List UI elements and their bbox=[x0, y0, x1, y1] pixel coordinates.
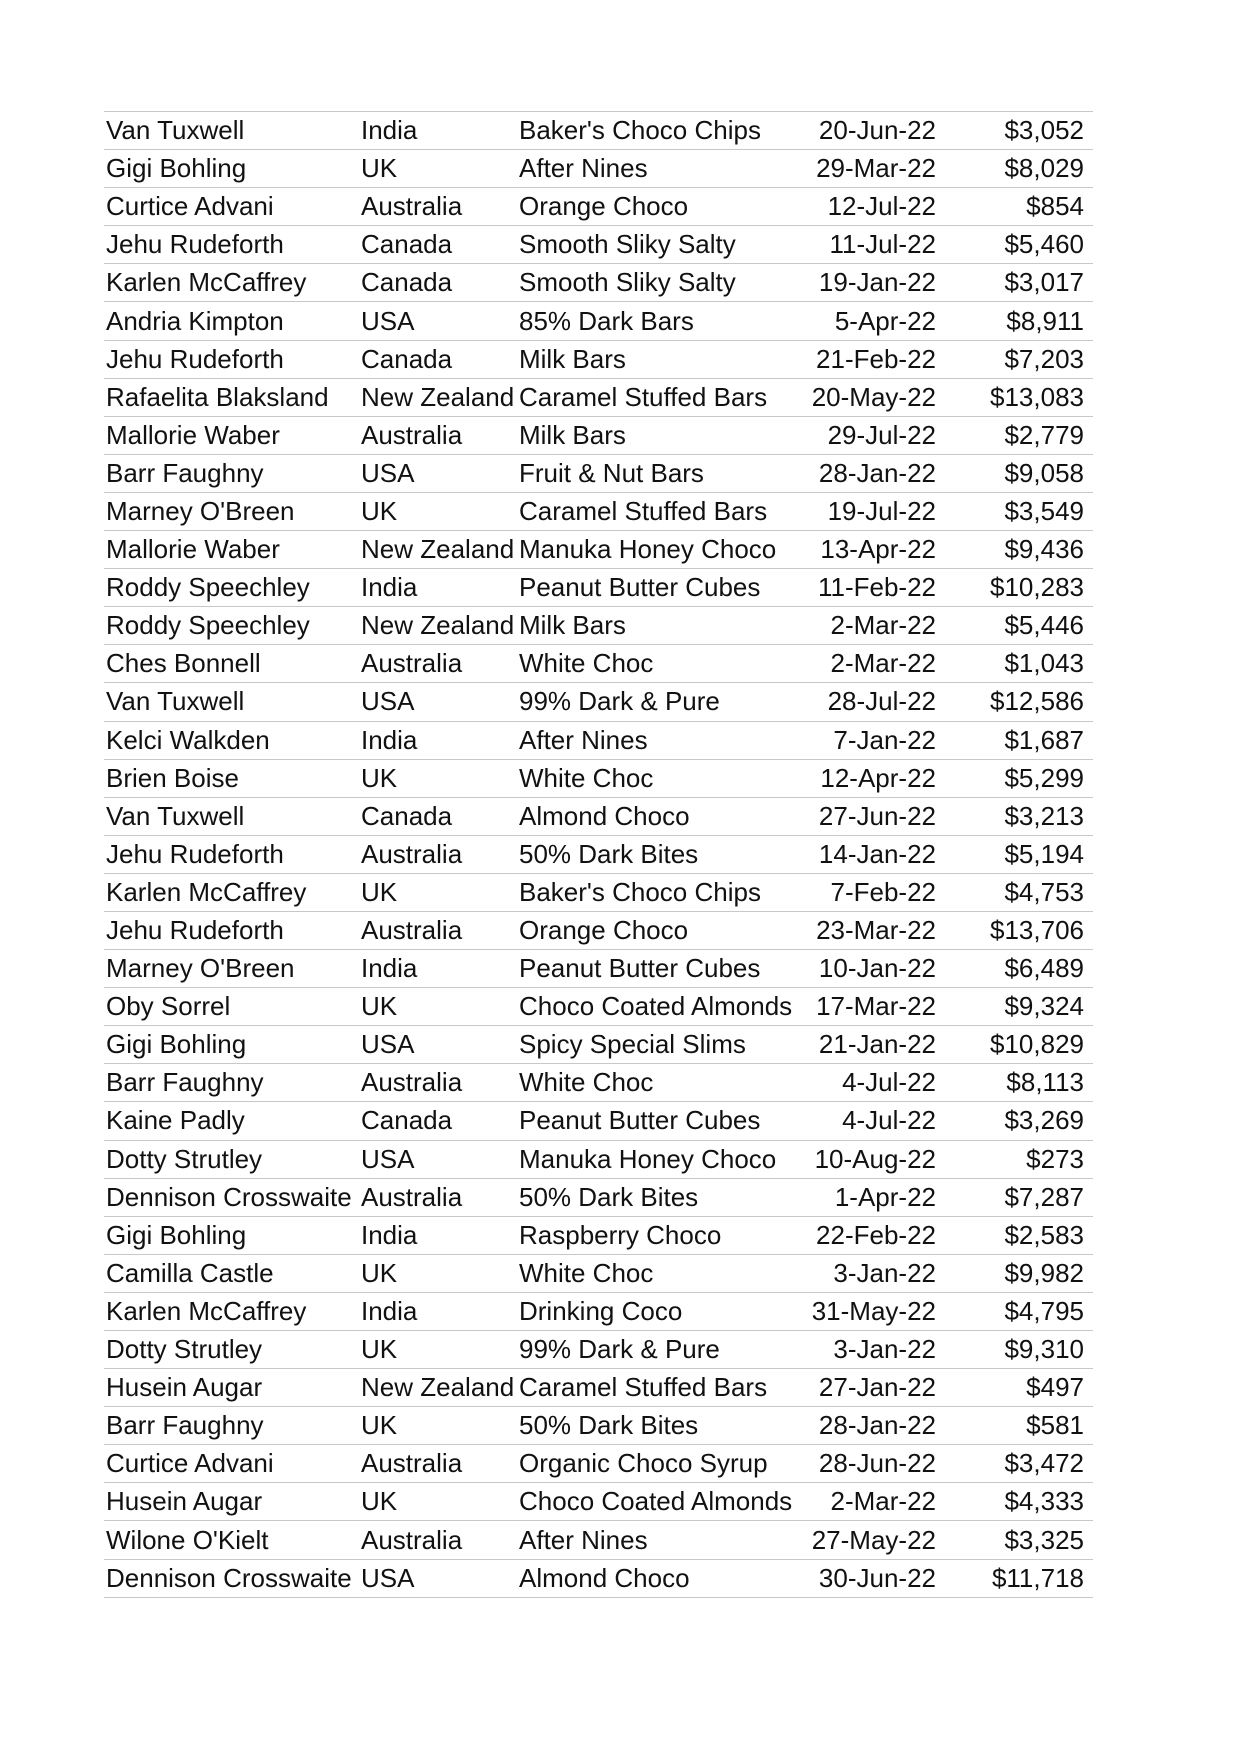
product-cell: 50% Dark Bites bbox=[519, 1181, 699, 1212]
product-cell: 85% Dark Bars bbox=[519, 305, 694, 336]
salesperson-cell: Rafaelita Blaksland bbox=[106, 381, 329, 412]
table-row bbox=[104, 188, 1093, 226]
country-cell: Australia bbox=[361, 191, 463, 222]
table-row bbox=[104, 645, 1093, 683]
salesperson-cell: Jehu Rudeforth bbox=[106, 915, 284, 946]
date-cell: 14-Jan-22 bbox=[818, 838, 936, 869]
country-cell: Canada bbox=[361, 267, 453, 298]
table-row bbox=[104, 1331, 1093, 1369]
salesperson-cell: Gigi Bohling bbox=[106, 153, 247, 184]
country-cell: Australia bbox=[361, 419, 463, 450]
product-cell: 50% Dark Bites bbox=[519, 1410, 699, 1441]
amount-cell: $3,017 bbox=[1004, 267, 1084, 298]
table-row bbox=[104, 1064, 1093, 1102]
country-cell: USA bbox=[361, 305, 415, 336]
country-cell: Australia bbox=[361, 1524, 463, 1555]
country-cell: UK bbox=[361, 1486, 398, 1517]
product-cell: White Choc bbox=[519, 648, 654, 679]
date-cell: 19-Jul-22 bbox=[827, 495, 936, 526]
product-cell: 99% Dark & Pure bbox=[519, 686, 720, 717]
table-row bbox=[104, 1521, 1093, 1559]
product-cell: Orange Choco bbox=[519, 191, 689, 222]
salesperson-cell: Marney O'Breen bbox=[106, 953, 295, 984]
date-cell: 2-Mar-22 bbox=[830, 1486, 936, 1517]
amount-cell: $9,436 bbox=[1004, 534, 1084, 565]
date-cell: 19-Jan-22 bbox=[818, 267, 936, 298]
country-cell: UK bbox=[361, 991, 398, 1022]
country-cell: UK bbox=[361, 1257, 398, 1288]
country-cell: India bbox=[361, 115, 418, 146]
date-cell: 29-Jul-22 bbox=[827, 419, 936, 450]
table-row bbox=[104, 1102, 1093, 1140]
country-cell: UK bbox=[361, 153, 398, 184]
amount-cell: $8,911 bbox=[1006, 305, 1084, 336]
country-cell: UK bbox=[361, 495, 398, 526]
salesperson-cell: Gigi Bohling bbox=[106, 1029, 247, 1060]
date-cell: 11-Feb-22 bbox=[817, 572, 936, 603]
amount-cell: $8,113 bbox=[1006, 1067, 1084, 1098]
table-row bbox=[104, 950, 1093, 988]
date-cell: 3-Jan-22 bbox=[833, 1334, 936, 1365]
salesperson-cell: Kaine Padly bbox=[106, 1105, 245, 1136]
amount-cell: $9,058 bbox=[1004, 457, 1084, 488]
country-cell: India bbox=[361, 572, 418, 603]
date-cell: 17-Mar-22 bbox=[816, 991, 936, 1022]
table-row bbox=[104, 1560, 1093, 1598]
product-cell: Raspberry Choco bbox=[519, 1219, 722, 1250]
salesperson-cell: Jehu Rudeforth bbox=[106, 838, 284, 869]
date-cell: 30-Jun-22 bbox=[818, 1562, 936, 1593]
country-cell: India bbox=[361, 724, 418, 755]
country-cell: India bbox=[361, 1219, 418, 1250]
country-cell: New Zealand bbox=[361, 381, 515, 412]
country-cell: Australia bbox=[361, 1181, 463, 1212]
salesperson-cell: Camilla Castle bbox=[106, 1257, 274, 1288]
salesperson-cell: Karlen McCaffrey bbox=[106, 876, 307, 907]
product-cell: Caramel Stuffed Bars bbox=[519, 1372, 768, 1403]
country-cell: Australia bbox=[361, 1067, 463, 1098]
amount-cell: $3,213 bbox=[1004, 800, 1084, 831]
table-row bbox=[104, 722, 1093, 760]
country-cell: New Zealand bbox=[361, 534, 515, 565]
amount-cell: $12,586 bbox=[990, 686, 1084, 717]
amount-cell: $10,283 bbox=[990, 572, 1084, 603]
salesperson-cell: Andria Kimpton bbox=[106, 305, 284, 336]
salesperson-cell: Oby Sorrel bbox=[106, 991, 231, 1022]
date-cell: 28-Jan-22 bbox=[818, 1410, 936, 1441]
country-cell: UK bbox=[361, 1334, 398, 1365]
salesperson-cell: Barr Faughny bbox=[106, 457, 264, 488]
date-cell: 13-Apr-22 bbox=[820, 534, 936, 565]
table-row bbox=[104, 226, 1093, 264]
salesperson-cell: Roddy Speechley bbox=[106, 610, 310, 641]
amount-cell: $4,795 bbox=[1004, 1295, 1084, 1326]
salesperson-cell: Dennison Crosswaite bbox=[106, 1181, 352, 1212]
date-cell: 22-Feb-22 bbox=[816, 1219, 936, 1250]
sales-table bbox=[104, 111, 1093, 1598]
date-cell: 5-Apr-22 bbox=[834, 305, 936, 336]
date-cell: 7-Jan-22 bbox=[833, 724, 936, 755]
product-cell: White Choc bbox=[519, 1257, 654, 1288]
table-row bbox=[104, 1293, 1093, 1331]
date-cell: 12-Jul-22 bbox=[827, 191, 936, 222]
amount-cell: $9,310 bbox=[1004, 1334, 1084, 1365]
country-cell: Australia bbox=[361, 838, 463, 869]
table-row bbox=[104, 1407, 1093, 1445]
country-cell: Canada bbox=[361, 800, 453, 831]
date-cell: 12-Apr-22 bbox=[820, 762, 936, 793]
amount-cell: $5,460 bbox=[1004, 229, 1084, 260]
salesperson-cell: Dotty Strutley bbox=[106, 1143, 263, 1174]
salesperson-cell: Karlen McCaffrey bbox=[106, 267, 307, 298]
product-cell: Fruit & Nut Bars bbox=[519, 457, 704, 488]
date-cell: 2-Mar-22 bbox=[830, 610, 936, 641]
date-cell: 27-May-22 bbox=[811, 1524, 936, 1555]
amount-cell: $9,982 bbox=[1004, 1257, 1084, 1288]
country-cell: India bbox=[361, 953, 418, 984]
salesperson-cell: Van Tuxwell bbox=[106, 686, 245, 717]
table-row bbox=[104, 264, 1093, 302]
date-cell: 29-Mar-22 bbox=[816, 153, 936, 184]
product-cell: Organic Choco Syrup bbox=[519, 1448, 768, 1479]
amount-cell: $1,687 bbox=[1004, 724, 1084, 755]
amount-cell: $10,829 bbox=[990, 1029, 1084, 1060]
table-row bbox=[104, 569, 1093, 607]
salesperson-cell: Karlen McCaffrey bbox=[106, 1295, 307, 1326]
date-cell: 28-Jun-22 bbox=[818, 1448, 936, 1479]
product-cell: Choco Coated Almonds bbox=[519, 1486, 793, 1517]
product-cell: Smooth Sliky Salty bbox=[519, 229, 736, 260]
table-row bbox=[104, 302, 1093, 340]
date-cell: 20-May-22 bbox=[811, 381, 936, 412]
date-cell: 31-May-22 bbox=[811, 1295, 936, 1326]
table-row bbox=[104, 150, 1093, 188]
country-cell: Canada bbox=[361, 343, 453, 374]
amount-cell: $4,753 bbox=[1004, 876, 1084, 907]
country-cell: UK bbox=[361, 762, 398, 793]
country-cell: USA bbox=[361, 1029, 415, 1060]
date-cell: 27-Jun-22 bbox=[818, 800, 936, 831]
date-cell: 21-Jan-22 bbox=[818, 1029, 936, 1060]
amount-cell: $3,472 bbox=[1004, 1448, 1084, 1479]
salesperson-cell: Wilone O'Kielt bbox=[106, 1524, 269, 1555]
date-cell: 10-Jan-22 bbox=[818, 953, 936, 984]
date-cell: 7-Feb-22 bbox=[830, 876, 936, 907]
product-cell: Almond Choco bbox=[519, 800, 690, 831]
table-row bbox=[104, 417, 1093, 455]
product-cell: Orange Choco bbox=[519, 915, 689, 946]
date-cell: 28-Jan-22 bbox=[818, 457, 936, 488]
amount-cell: $5,299 bbox=[1004, 762, 1084, 793]
salesperson-cell: Van Tuxwell bbox=[106, 115, 245, 146]
salesperson-cell: Husein Augar bbox=[106, 1372, 263, 1403]
table-row bbox=[104, 798, 1093, 836]
country-cell: UK bbox=[361, 876, 398, 907]
salesperson-cell: Roddy Speechley bbox=[106, 572, 310, 603]
date-cell: 11-Jul-22 bbox=[829, 229, 936, 260]
product-cell: Spicy Special Slims bbox=[519, 1029, 746, 1060]
date-cell: 3-Jan-22 bbox=[833, 1257, 936, 1288]
product-cell: Caramel Stuffed Bars bbox=[519, 381, 768, 412]
product-cell: Manuka Honey Choco bbox=[519, 1143, 777, 1174]
amount-cell: $5,446 bbox=[1004, 610, 1084, 641]
amount-cell: $8,029 bbox=[1004, 153, 1084, 184]
product-cell: Manuka Honey Choco bbox=[519, 534, 777, 565]
product-cell: Milk Bars bbox=[519, 419, 626, 450]
salesperson-cell: Ches Bonnell bbox=[106, 648, 261, 679]
date-cell: 27-Jan-22 bbox=[818, 1372, 936, 1403]
amount-cell: $13,706 bbox=[990, 915, 1084, 946]
country-cell: USA bbox=[361, 1562, 415, 1593]
salesperson-cell: Husein Augar bbox=[106, 1486, 263, 1517]
salesperson-cell: Van Tuxwell bbox=[106, 800, 245, 831]
table-row bbox=[104, 760, 1093, 798]
country-cell: New Zealand bbox=[361, 1372, 515, 1403]
date-cell: 1-Apr-22 bbox=[834, 1181, 936, 1212]
amount-cell: $2,779 bbox=[1004, 419, 1084, 450]
product-cell: Choco Coated Almonds bbox=[519, 991, 793, 1022]
amount-cell: $1,043 bbox=[1004, 648, 1084, 679]
table-row bbox=[104, 1026, 1093, 1064]
amount-cell: $5,194 bbox=[1004, 838, 1084, 869]
salesperson-cell: Jehu Rudeforth bbox=[106, 229, 284, 260]
salesperson-cell: Dotty Strutley bbox=[106, 1334, 263, 1365]
country-cell: USA bbox=[361, 686, 415, 717]
table-row bbox=[104, 1369, 1093, 1407]
product-cell: White Choc bbox=[519, 1067, 654, 1098]
amount-cell: $11,718 bbox=[991, 1562, 1084, 1593]
product-cell: Almond Choco bbox=[519, 1562, 690, 1593]
product-cell: Milk Bars bbox=[519, 610, 626, 641]
amount-cell: $854 bbox=[1026, 191, 1084, 222]
country-cell: Canada bbox=[361, 229, 453, 260]
salesperson-cell: Mallorie Waber bbox=[106, 419, 280, 450]
table-row bbox=[104, 988, 1093, 1026]
product-cell: Drinking Coco bbox=[519, 1295, 683, 1326]
amount-cell: $7,203 bbox=[1004, 343, 1084, 374]
amount-cell: $497 bbox=[1026, 1372, 1084, 1403]
amount-cell: $9,324 bbox=[1004, 991, 1084, 1022]
table-row bbox=[104, 455, 1093, 493]
amount-cell: $273 bbox=[1026, 1143, 1084, 1174]
salesperson-cell: Curtice Advani bbox=[106, 191, 274, 222]
date-cell: 21-Feb-22 bbox=[816, 343, 936, 374]
country-cell: UK bbox=[361, 1410, 398, 1441]
table-row bbox=[104, 112, 1093, 150]
salesperson-cell: Barr Faughny bbox=[106, 1067, 264, 1098]
salesperson-cell: Marney O'Breen bbox=[106, 495, 295, 526]
product-cell: White Choc bbox=[519, 762, 654, 793]
table-row bbox=[104, 1217, 1093, 1255]
product-cell: 99% Dark & Pure bbox=[519, 1334, 720, 1365]
date-cell: 28-Jul-22 bbox=[827, 686, 936, 717]
amount-cell: $13,083 bbox=[990, 381, 1084, 412]
product-cell: Peanut Butter Cubes bbox=[519, 1105, 761, 1136]
table-row bbox=[104, 493, 1093, 531]
amount-cell: $3,052 bbox=[1004, 115, 1084, 146]
amount-cell: $3,549 bbox=[1004, 495, 1084, 526]
table-row bbox=[104, 607, 1093, 645]
product-cell: Peanut Butter Cubes bbox=[519, 953, 761, 984]
date-cell: 2-Mar-22 bbox=[830, 648, 936, 679]
table-row bbox=[104, 1179, 1093, 1217]
table-row bbox=[104, 1445, 1093, 1483]
amount-cell: $3,325 bbox=[1004, 1524, 1084, 1555]
table-row bbox=[104, 379, 1093, 417]
product-cell: Baker's Choco Chips bbox=[519, 876, 761, 907]
country-cell: Australia bbox=[361, 1448, 463, 1479]
country-cell: USA bbox=[361, 1143, 415, 1174]
date-cell: 4-Jul-22 bbox=[842, 1067, 936, 1098]
salesperson-cell: Mallorie Waber bbox=[106, 534, 280, 565]
table-row bbox=[104, 836, 1093, 874]
date-cell: 20-Jun-22 bbox=[818, 115, 936, 146]
country-cell: New Zealand bbox=[361, 610, 515, 641]
table-row bbox=[104, 874, 1093, 912]
amount-cell: $6,489 bbox=[1004, 953, 1084, 984]
amount-cell: $4,333 bbox=[1004, 1486, 1084, 1517]
country-cell: Australia bbox=[361, 915, 463, 946]
table-row bbox=[104, 912, 1093, 950]
date-cell: 10-Aug-22 bbox=[814, 1143, 936, 1174]
table-row bbox=[104, 1141, 1093, 1179]
salesperson-cell: Gigi Bohling bbox=[106, 1219, 247, 1250]
product-cell: After Nines bbox=[519, 153, 648, 184]
table-row bbox=[104, 683, 1093, 721]
product-cell: After Nines bbox=[519, 724, 648, 755]
amount-cell: $581 bbox=[1026, 1410, 1084, 1441]
table-row bbox=[104, 1255, 1093, 1293]
salesperson-cell: Barr Faughny bbox=[106, 1410, 264, 1441]
product-cell: Peanut Butter Cubes bbox=[519, 572, 761, 603]
product-cell: Milk Bars bbox=[519, 343, 626, 374]
country-cell: Australia bbox=[361, 648, 463, 679]
amount-cell: $2,583 bbox=[1004, 1219, 1084, 1250]
salesperson-cell: Kelci Walkden bbox=[106, 724, 270, 755]
product-cell: Caramel Stuffed Bars bbox=[519, 495, 768, 526]
table-row bbox=[104, 1483, 1093, 1521]
product-cell: Baker's Choco Chips bbox=[519, 115, 761, 146]
date-cell: 4-Jul-22 bbox=[842, 1105, 936, 1136]
salesperson-cell: Brien Boise bbox=[106, 762, 239, 793]
product-cell: 50% Dark Bites bbox=[519, 838, 699, 869]
country-cell: India bbox=[361, 1295, 418, 1326]
table-row bbox=[104, 531, 1093, 569]
salesperson-cell: Curtice Advani bbox=[106, 1448, 274, 1479]
country-cell: USA bbox=[361, 457, 415, 488]
country-cell: Canada bbox=[361, 1105, 453, 1136]
salesperson-cell: Dennison Crosswaite bbox=[106, 1562, 352, 1593]
product-cell: Smooth Sliky Salty bbox=[519, 267, 736, 298]
salesperson-cell: Jehu Rudeforth bbox=[106, 343, 284, 374]
amount-cell: $3,269 bbox=[1004, 1105, 1084, 1136]
product-cell: After Nines bbox=[519, 1524, 648, 1555]
amount-cell: $7,287 bbox=[1004, 1181, 1084, 1212]
date-cell: 23-Mar-22 bbox=[816, 915, 936, 946]
table-row bbox=[104, 341, 1093, 379]
